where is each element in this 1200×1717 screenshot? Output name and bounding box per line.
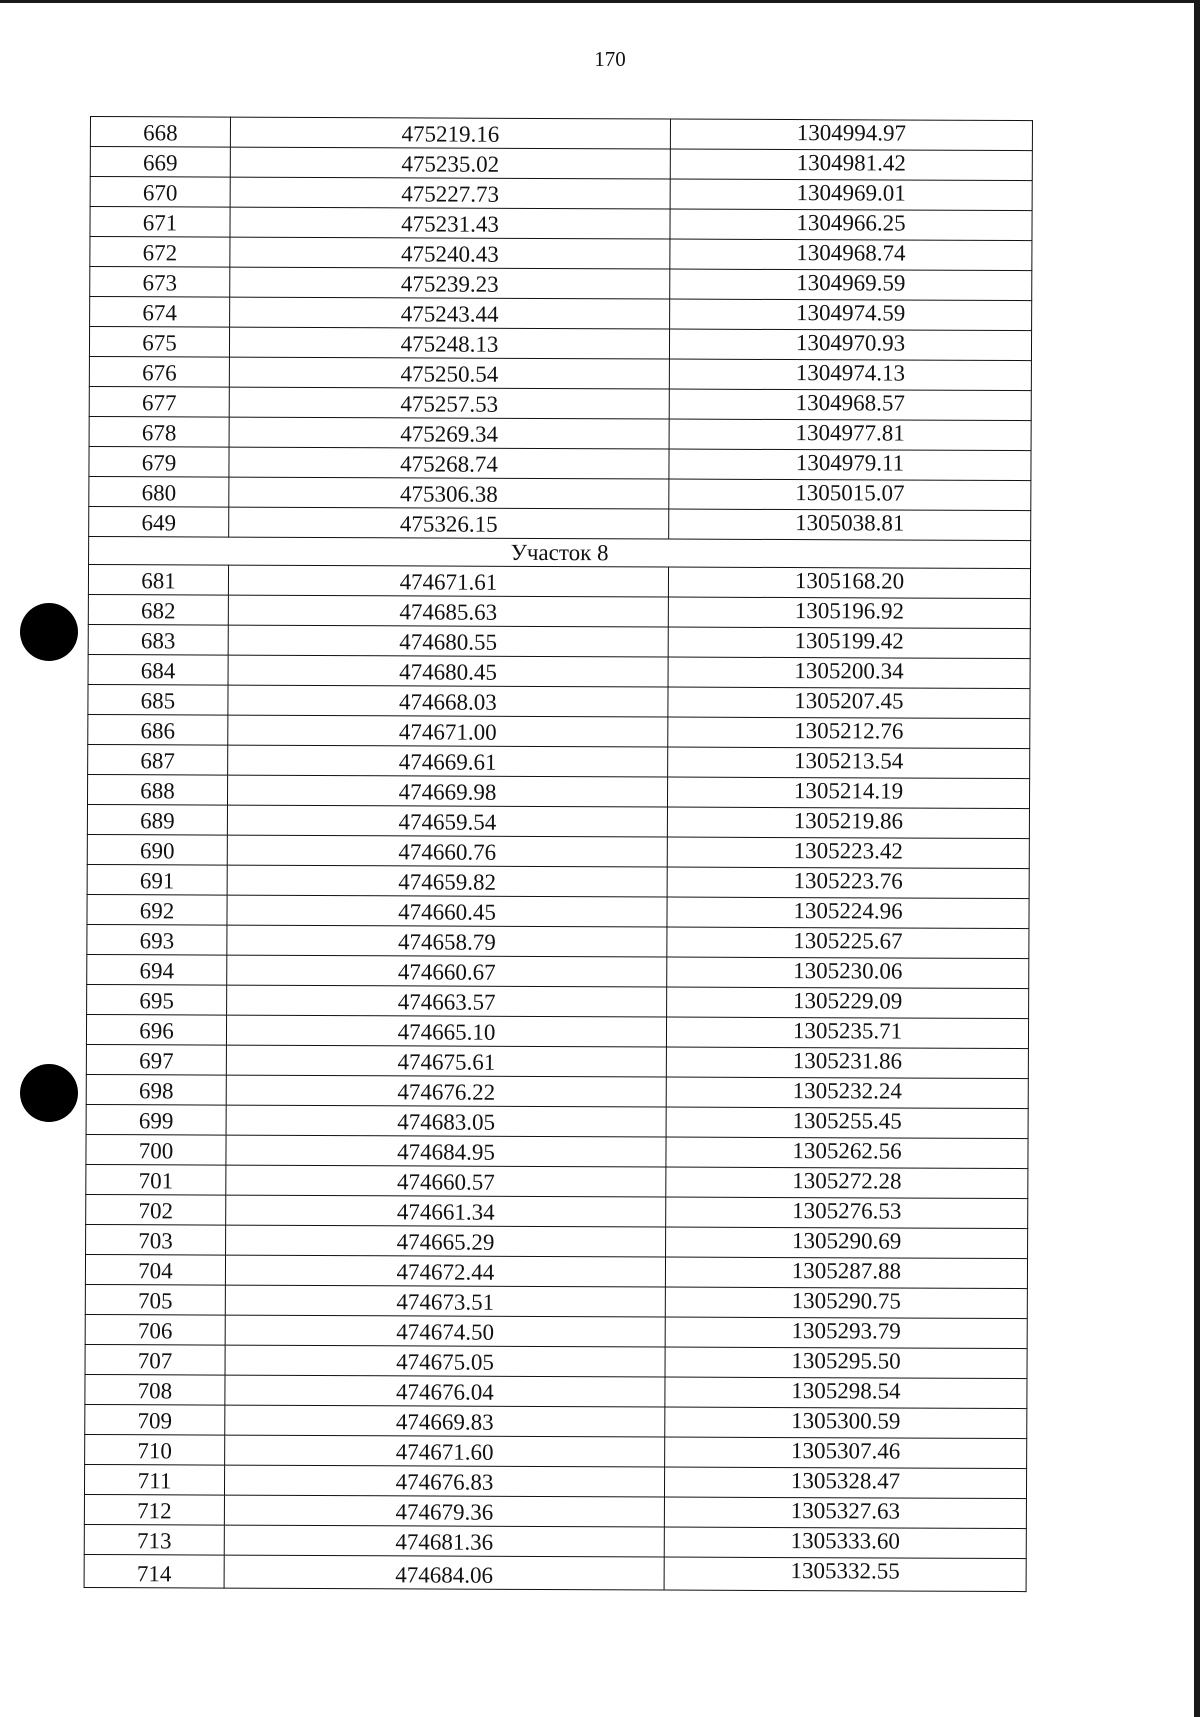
x-coordinate-cell: 474660.45 xyxy=(227,895,667,927)
x-coordinate-cell: 474679.36 xyxy=(224,1495,664,1527)
point-number-cell: 692 xyxy=(87,894,227,925)
table-row xyxy=(85,1254,1027,1288)
y-coordinate-cell: 1305199.42 xyxy=(668,627,1030,659)
table-row xyxy=(90,147,1032,181)
point-number-cell: 702 xyxy=(86,1194,226,1225)
x-coordinate-cell: 475219.16 xyxy=(230,117,670,149)
table-row xyxy=(89,446,1031,480)
y-coordinate-cell: 1305272.28 xyxy=(666,1167,1028,1199)
point-number-cell: 711 xyxy=(84,1464,224,1495)
point-number-cell: 682 xyxy=(88,594,228,625)
x-coordinate-cell: 475235.02 xyxy=(230,147,670,179)
x-coordinate-cell: 474658.79 xyxy=(227,925,667,957)
point-number-cell: 697 xyxy=(86,1044,226,1075)
y-coordinate-cell: 1305223.42 xyxy=(667,837,1029,869)
y-coordinate-cell: 1304981.42 xyxy=(670,149,1032,181)
point-number-cell: 684 xyxy=(88,654,228,685)
table-row xyxy=(90,177,1032,211)
point-number-cell: 694 xyxy=(87,954,227,985)
x-coordinate-cell: 474671.61 xyxy=(228,565,668,597)
x-coordinate-cell: 474680.55 xyxy=(228,625,668,657)
x-coordinate-cell: 474665.10 xyxy=(226,1015,666,1047)
y-coordinate-cell: 1304969.01 xyxy=(670,179,1032,211)
scan-edge-right xyxy=(1194,0,1200,1717)
x-coordinate-cell: 474661.34 xyxy=(226,1195,666,1227)
y-coordinate-cell: 1305287.88 xyxy=(665,1257,1027,1289)
y-coordinate-cell: 1304969.59 xyxy=(670,269,1032,301)
x-coordinate-cell: 475243.44 xyxy=(230,297,670,329)
table-row xyxy=(86,1194,1028,1228)
point-number-cell: 674 xyxy=(90,297,230,328)
point-number-cell: 699 xyxy=(86,1104,226,1135)
table-row xyxy=(87,924,1029,958)
table-row xyxy=(84,1554,1026,1591)
x-coordinate-cell: 474672.44 xyxy=(225,1255,665,1287)
table-body-after xyxy=(84,564,1030,1591)
table-row xyxy=(85,1434,1027,1468)
y-coordinate-cell: 1305038.81 xyxy=(669,509,1031,541)
y-coordinate-cell: 1305332.55 xyxy=(664,1557,1026,1592)
scan-edge-top xyxy=(0,0,1200,3)
x-coordinate-cell: 474673.51 xyxy=(225,1285,665,1317)
point-number-cell: 680 xyxy=(89,476,229,507)
table-row xyxy=(90,117,1032,151)
punch-hole-bottom xyxy=(20,1064,78,1122)
x-coordinate-cell: 475231.43 xyxy=(230,207,670,239)
y-coordinate-cell: 1305290.69 xyxy=(666,1227,1028,1259)
x-coordinate-cell: 474659.82 xyxy=(227,865,667,897)
table-row xyxy=(85,1284,1027,1318)
x-coordinate-cell: 474669.61 xyxy=(228,745,668,777)
y-coordinate-cell: 1304994.97 xyxy=(670,119,1032,151)
table-row xyxy=(90,297,1032,331)
x-coordinate-cell: 474659.54 xyxy=(227,805,667,837)
point-number-cell: 704 xyxy=(85,1254,225,1285)
table-row xyxy=(86,1134,1028,1168)
point-number-cell: 677 xyxy=(89,386,229,417)
x-coordinate-cell: 475240.43 xyxy=(230,237,670,269)
y-coordinate-cell: 1305232.24 xyxy=(666,1077,1028,1109)
x-coordinate-cell: 474676.83 xyxy=(224,1465,664,1497)
x-coordinate-cell: 474684.06 xyxy=(224,1555,664,1590)
table-row xyxy=(89,506,1031,540)
table-body-before xyxy=(89,117,1033,541)
y-coordinate-cell: 1305015.07 xyxy=(669,479,1031,511)
punch-hole-top xyxy=(20,603,78,661)
table-row xyxy=(89,476,1031,510)
section-header-body xyxy=(89,536,1031,568)
y-coordinate-cell: 1305295.50 xyxy=(665,1347,1027,1379)
table-row xyxy=(88,684,1030,718)
y-coordinate-cell: 1305230.06 xyxy=(667,957,1029,989)
y-coordinate-cell: 1304968.57 xyxy=(669,389,1031,421)
point-number-cell: 691 xyxy=(87,864,227,895)
y-coordinate-cell: 1304970.93 xyxy=(669,329,1031,361)
y-coordinate-cell: 1304974.13 xyxy=(669,359,1031,391)
table-row xyxy=(87,984,1029,1018)
y-coordinate-cell: 1305300.59 xyxy=(665,1407,1027,1439)
x-coordinate-cell: 474685.63 xyxy=(228,595,668,627)
point-number-cell: 671 xyxy=(90,207,230,238)
x-coordinate-cell: 475248.13 xyxy=(229,327,669,359)
point-number-cell: 714 xyxy=(84,1554,224,1588)
y-coordinate-cell: 1305293.79 xyxy=(665,1317,1027,1349)
y-coordinate-cell: 1305255.45 xyxy=(666,1107,1028,1139)
y-coordinate-cell: 1305223.76 xyxy=(667,867,1029,899)
table-row xyxy=(85,1344,1027,1378)
point-number-cell: 689 xyxy=(87,804,227,835)
x-coordinate-cell: 474681.36 xyxy=(224,1525,664,1557)
coordinates-table-container xyxy=(84,116,1032,1592)
table-row xyxy=(89,327,1031,361)
table-row xyxy=(85,1404,1027,1438)
y-coordinate-cell: 1304974.59 xyxy=(670,299,1032,331)
x-coordinate-cell: 474660.67 xyxy=(227,955,667,987)
table-row xyxy=(90,267,1032,301)
y-coordinate-cell: 1305196.92 xyxy=(668,597,1030,629)
point-number-cell: 695 xyxy=(87,984,227,1015)
table-row xyxy=(89,386,1031,420)
y-coordinate-cell: 1305307.46 xyxy=(665,1437,1027,1469)
point-number-cell: 675 xyxy=(89,327,229,358)
x-coordinate-cell: 475257.53 xyxy=(229,387,669,419)
coordinates-table xyxy=(84,116,1033,1592)
point-number-cell: 681 xyxy=(88,564,228,595)
table-row xyxy=(90,207,1032,241)
table-row xyxy=(87,774,1029,808)
y-coordinate-cell: 1305231.86 xyxy=(666,1047,1028,1079)
table-row xyxy=(84,1494,1026,1528)
point-number-cell: 672 xyxy=(90,237,230,268)
y-coordinate-cell: 1305262.56 xyxy=(666,1137,1028,1169)
table-row xyxy=(84,1524,1026,1558)
point-number-cell: 703 xyxy=(86,1224,226,1255)
x-coordinate-cell: 474669.98 xyxy=(227,775,667,807)
table-row xyxy=(88,744,1030,778)
x-coordinate-cell: 475269.34 xyxy=(229,417,669,449)
y-coordinate-cell: 1305225.67 xyxy=(667,927,1029,959)
x-coordinate-cell: 474680.45 xyxy=(228,655,668,687)
x-coordinate-cell: 474665.29 xyxy=(226,1225,666,1257)
point-number-cell: 708 xyxy=(85,1374,225,1405)
y-coordinate-cell: 1304979.11 xyxy=(669,449,1031,481)
x-coordinate-cell: 475268.74 xyxy=(229,447,669,479)
x-coordinate-cell: 474668.03 xyxy=(228,685,668,717)
x-coordinate-cell: 474683.05 xyxy=(226,1105,666,1137)
x-coordinate-cell: 474663.57 xyxy=(227,985,667,1017)
point-number-cell: 687 xyxy=(88,744,228,775)
x-coordinate-cell: 475250.54 xyxy=(229,357,669,389)
table-row xyxy=(88,714,1030,748)
point-number-cell: 690 xyxy=(87,834,227,865)
x-coordinate-cell: 474674.50 xyxy=(225,1315,665,1347)
y-coordinate-cell: 1305212.76 xyxy=(668,717,1030,749)
table-row xyxy=(87,864,1029,898)
y-coordinate-cell: 1305213.54 xyxy=(668,747,1030,779)
y-coordinate-cell: 1304966.25 xyxy=(670,209,1032,241)
page-number: 170 xyxy=(594,47,626,71)
point-number-cell: 686 xyxy=(88,714,228,745)
y-coordinate-cell: 1305207.45 xyxy=(668,687,1030,719)
y-coordinate-cell: 1305333.60 xyxy=(664,1527,1026,1559)
table-row xyxy=(87,804,1029,838)
point-number-cell: 713 xyxy=(84,1524,224,1555)
table-row xyxy=(88,594,1030,628)
section-title: Участок 8 xyxy=(89,536,1031,568)
section-header-row xyxy=(89,536,1031,568)
table-row xyxy=(85,1314,1027,1348)
x-coordinate-cell: 475306.38 xyxy=(229,477,669,509)
point-number-cell: 676 xyxy=(89,356,229,387)
point-number-cell: 683 xyxy=(88,624,228,655)
point-number-cell: 693 xyxy=(87,924,227,955)
point-number-cell: 709 xyxy=(85,1404,225,1435)
y-coordinate-cell: 1305214.19 xyxy=(667,777,1029,809)
y-coordinate-cell: 1305327.63 xyxy=(664,1497,1026,1529)
x-coordinate-cell: 474669.83 xyxy=(225,1405,665,1437)
x-coordinate-cell: 475227.73 xyxy=(230,177,670,209)
table-row xyxy=(85,1374,1027,1408)
y-coordinate-cell: 1304968.74 xyxy=(670,239,1032,271)
table-row xyxy=(90,237,1032,271)
table-row xyxy=(86,1104,1028,1138)
x-coordinate-cell: 474671.60 xyxy=(225,1435,665,1467)
point-number-cell: 710 xyxy=(85,1434,225,1465)
x-coordinate-cell: 474676.04 xyxy=(225,1375,665,1407)
table-row xyxy=(88,624,1030,658)
point-number-cell: 673 xyxy=(90,267,230,298)
x-coordinate-cell: 474684.95 xyxy=(226,1135,666,1167)
y-coordinate-cell: 1304977.81 xyxy=(669,419,1031,451)
table-row xyxy=(87,834,1029,868)
point-number-cell: 706 xyxy=(85,1314,225,1345)
point-number-cell: 696 xyxy=(86,1014,226,1045)
point-number-cell: 700 xyxy=(86,1134,226,1165)
point-number-cell: 712 xyxy=(84,1494,224,1525)
point-number-cell: 669 xyxy=(90,147,230,178)
y-coordinate-cell: 1305219.86 xyxy=(667,807,1029,839)
y-coordinate-cell: 1305276.53 xyxy=(666,1197,1028,1229)
y-coordinate-cell: 1305168.20 xyxy=(668,567,1030,599)
y-coordinate-cell: 1305200.34 xyxy=(668,657,1030,689)
table-row xyxy=(84,1464,1026,1498)
table-row xyxy=(86,1044,1028,1078)
y-coordinate-cell: 1305298.54 xyxy=(665,1377,1027,1409)
point-number-cell: 670 xyxy=(90,177,230,208)
table-row xyxy=(86,1224,1028,1258)
table-row xyxy=(89,416,1031,450)
table-row xyxy=(86,1074,1028,1108)
table-row xyxy=(89,356,1031,390)
table-row xyxy=(87,894,1029,928)
y-coordinate-cell: 1305224.96 xyxy=(667,897,1029,929)
y-coordinate-cell: 1305290.75 xyxy=(665,1287,1027,1319)
x-coordinate-cell: 474671.00 xyxy=(228,715,668,747)
x-coordinate-cell: 474675.61 xyxy=(226,1045,666,1077)
point-number-cell: 685 xyxy=(88,684,228,715)
point-number-cell: 698 xyxy=(86,1074,226,1105)
table-row xyxy=(87,954,1029,988)
point-number-cell: 705 xyxy=(85,1284,225,1315)
y-coordinate-cell: 1305328.47 xyxy=(664,1467,1026,1499)
point-number-cell: 688 xyxy=(87,774,227,805)
y-coordinate-cell: 1305235.71 xyxy=(666,1017,1028,1049)
table-row xyxy=(86,1164,1028,1198)
x-coordinate-cell: 474675.05 xyxy=(225,1345,665,1377)
point-number-cell: 678 xyxy=(89,416,229,447)
point-number-cell: 668 xyxy=(90,117,230,148)
x-coordinate-cell: 474660.76 xyxy=(227,835,667,867)
table-row xyxy=(86,1014,1028,1048)
table-row xyxy=(88,564,1030,598)
x-coordinate-cell: 475326.15 xyxy=(229,507,669,539)
point-number-cell: 649 xyxy=(89,506,229,537)
y-coordinate-cell: 1305229.09 xyxy=(667,987,1029,1019)
point-number-cell: 707 xyxy=(85,1344,225,1375)
table-row xyxy=(88,654,1030,688)
x-coordinate-cell: 474660.57 xyxy=(226,1165,666,1197)
point-number-cell: 679 xyxy=(89,446,229,477)
x-coordinate-cell: 475239.23 xyxy=(230,267,670,299)
x-coordinate-cell: 474676.22 xyxy=(226,1075,666,1107)
point-number-cell: 701 xyxy=(86,1164,226,1195)
